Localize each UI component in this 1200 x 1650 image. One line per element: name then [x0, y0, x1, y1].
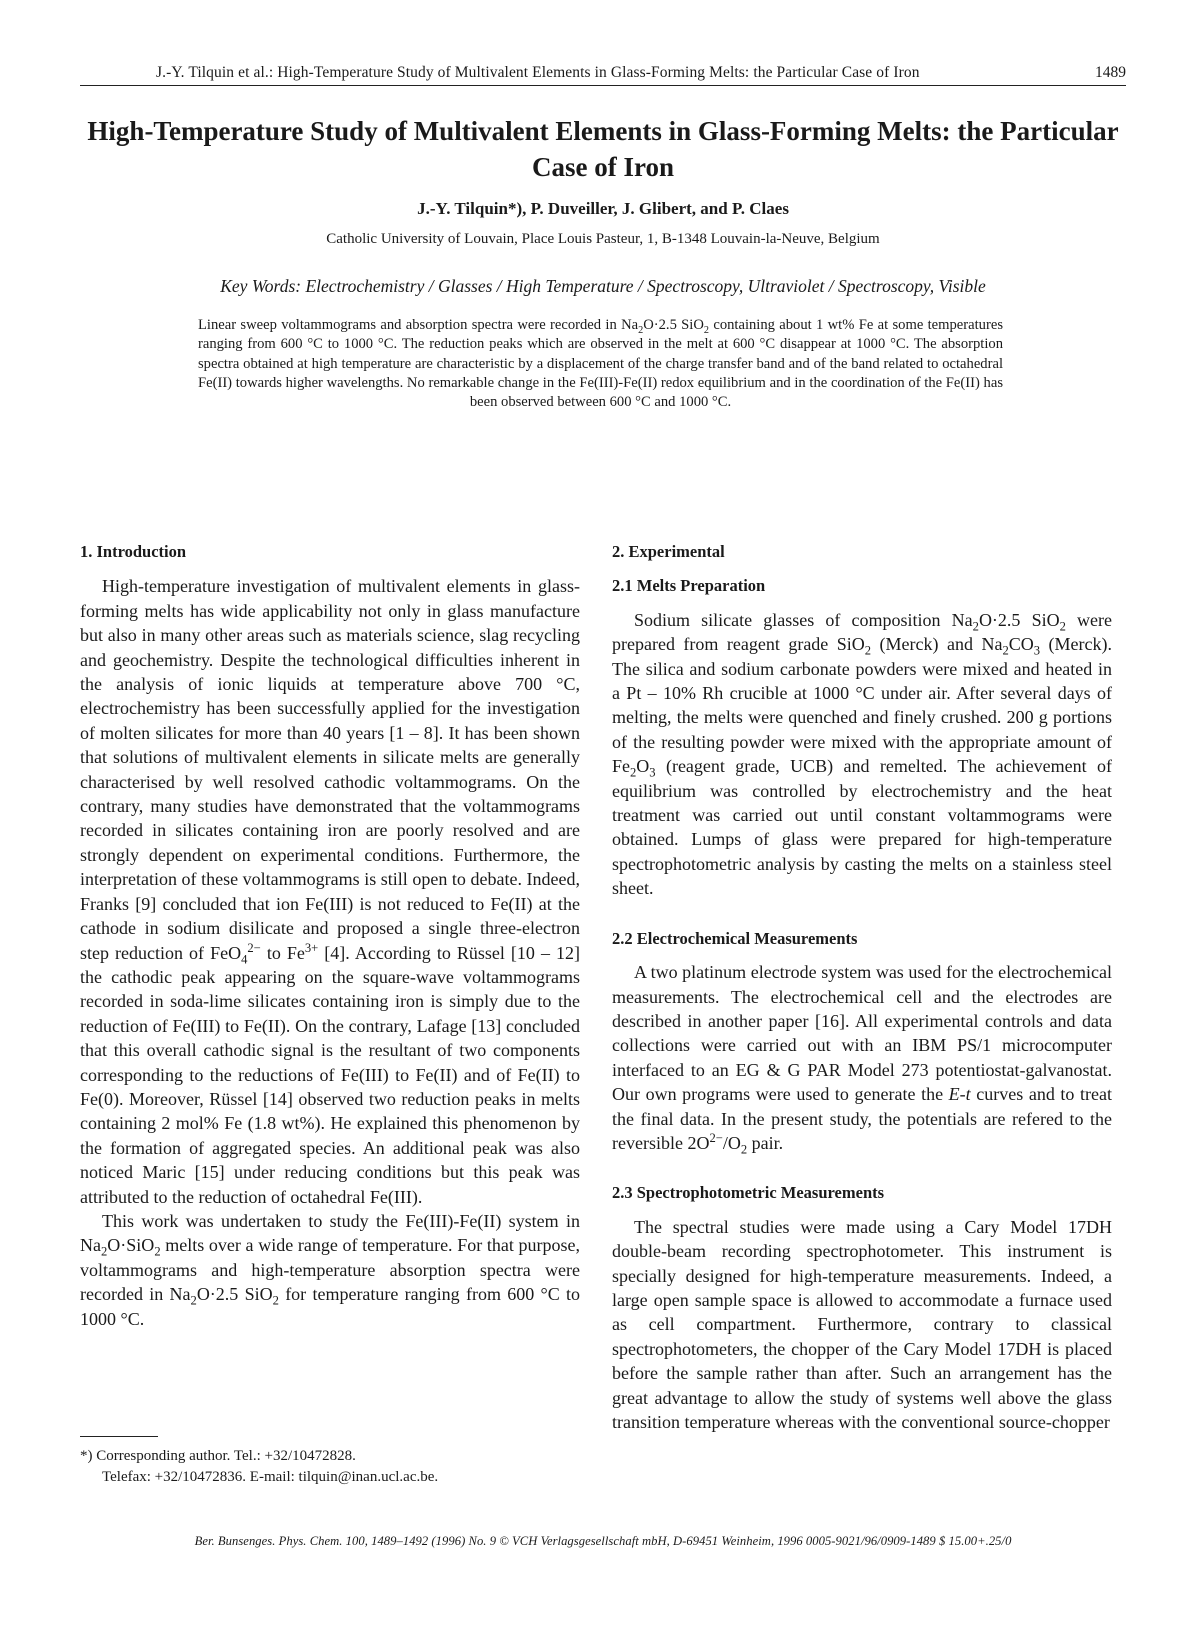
footnote-line-2: Telefax: +32/10472836. E-mail: tilquin@inan.ucl.ac.be. — [102, 1469, 439, 1485]
authors: J.-Y. Tilquin*), P. Duveiller, J. Glibert, and P. Claes — [417, 199, 789, 218]
keywords: Key Words: Electrochemistry / Glasses / High Temperature / Spectroscopy, Ultraviolet / Spectroscopy, Visible — [220, 276, 986, 296]
journal-footer: Ber. Bunsenges. Phys. Chem. 100, 1489–1492 (1996) No. 9 © VCH Verlagsgesellschaft mbH, D-69451 Weinheim, 1996 0005-9021/96/0909-1489 $ 15.00+.25/0 — [194, 1534, 1012, 1548]
footnote — [80, 1446, 438, 1488]
section-heading-experimental: 2. Experimental — [612, 542, 725, 561]
footnote-line-1: *) Corresponding author. Tel.: +32/10472828. — [80, 1448, 356, 1464]
subsection-heading-electrochemical: 2.2 Electrochemical Measurements — [612, 928, 858, 948]
melts-paragraph: Sodium silicate glasses of composition $Na_2O\cdot 2.5$ SiO$_2$ were prepared from reagent grade SiO$_2$ (Merck) and $Na_2CO_3$ (Merck). The silica and sodium carbonate powders were mixed and heated in a Pt – 10% Rh crucible at 1000 °C under air. After several days of melting, the melts were quenched and finely crushed. 200 g portions of the resulting powder were mixed with the appropriate amount of $Fe_2O_3$ (reagent grade, UCB) and remelted. The achievement of equilibrium was controlled by electrochemistry and the heat treatment was carried out until constant voltammograms were obtained. Lumps of glass were prepared for high-temperature spectrophotometric analysis by casting the melts on a stainless steel sheet. — [612, 609, 1112, 899]
right-column — [612, 540, 1112, 1434]
paper-title: High-Temperature Study of Multivalent Elements in Glass-Forming Melts: the Particular Case of Iron — [87, 116, 1119, 182]
page-number: 1489 — [1095, 64, 1126, 81]
electrochemical-paragraph: A two platinum electrode system was used for the electrochemical measurements. The electrochemical cell and the electrodes are described in another paper [16]. All experimental controls and data collections were carried out with an IBM PS/1 microcomputer interfaced to an EG & G PAR Model 273 potentiostat-galvanostat. Our own programs were used to generate the E-t curves and to treat the final data. In the present study, the potentials are refered to the reversible $2O^{2-}/O_2$ pair. — [612, 962, 1112, 1157]
affiliation: Catholic University of Louvain, Place Louis Pasteur, 1, B-1348 Louvain-la-Neuve, Belgium — [326, 231, 880, 247]
left-column — [80, 540, 580, 1331]
abstract: Linear sweep voltammograms and absorption spectra were recorded in $Na_2O\cdot 2.5$ SiO$_2$ containing about 1 wt% Fe at some temperatures ranging from 600 °C to 1000 °C. The reduction peaks which are observed in the melt at 600 °C disappear at 1000 °C. The absorption spectra obtained at high temperature are characteristic by a displacement of the charge transfer band and of the band related to octahedral Fe(II) towards higher wavelengths. No remarkable change in the Fe(III)-Fe(II) redox equilibrium and in the coordination of the Fe(II) has been observed between 600 °C and 1000 °C. — [198, 317, 1003, 411]
subsection-heading-spectrophotometric: 2.3 Spectrophotometric Measurements — [612, 1183, 885, 1203]
footnote-rule — [80, 1436, 158, 1437]
intro-paragraph-2: This work was undertaken to study the Fe(III)-Fe(II) system in $Na_2O\cdot SiO_2$ melts over a wide range of temperature. For that purpose, voltammograms and high-temperature absorption spectra were recorded in $Na_2O\cdot 2.5$ SiO$_2$ for temperature ranging from 600 °C to 1000 °C. — [80, 1210, 580, 1329]
running-head — [80, 64, 1126, 86]
section-heading-introduction: 1. Introduction — [80, 542, 187, 561]
running-title: J.-Y. Tilquin et al.: High-Temperature Study of Multivalent Elements in Glass-Forming Melts: the Particular Case of Iron — [156, 64, 920, 81]
spectrophotometric-paragraph: The spectral studies were made using a Cary Model 17DH double-beam recording spectrophotometer. This instrument is specially designed for high-temperature measurements. Indeed, a large open sample space is allowed to accommodate a furnace used as cell compartment. Furthermore, contrary to classical spectrophotometers, the chopper of the Cary Model 17DH is placed before the sample rather than after. Such an arrangement has the great advantage to allow the study of systems well above the glass transition temperature whereas with the conventional source-chopper — [612, 1216, 1112, 1432]
subsection-heading-melts: 2.1 Melts Preparation — [612, 576, 766, 596]
intro-paragraph-1: High-temperature investigation of multivalent elements in glass-forming melts has wide applicability not only in glass manufacture but also in many other areas such as materials science, slag recycling and geochemistry. Despite the technological difficulties inherent in the analysis of ionic liquids at temperature above 700 °C, electrochemistry has been successfully applied for the investigation of molten silicates for more than 40 years [1 – 8]. It has been shown that solutions of multivalent elements in silicate melts are generally characterised by well resolved cathodic voltammograms. On the contrary, many studies have demonstrated that the voltammograms recorded in silicates containing iron are poorly resolved and are strongly dependent on experimental conditions. Furthermore, the interpretation of these voltammograms is still open to debate. Indeed, Franks [9] concluded that ion Fe(III) is not reduced to Fe(II) at the cathode in sodium disilicate and proposed a single three-electron step reduction of FeO$_4^{2-}$ to $Fe^{3+}$ [4]. According to Rüssel [10 – 12] the cathodic peak appearing on the square-wave voltammograms recorded in soda-lime silicates containing iron is simply due to the reduction of Fe(III) to Fe(II). On the contrary, Lafage [13] concluded that this overall cathodic signal is the resultant of two components corresponding to the reductions of Fe(III) to Fe(II) and of Fe(II) to Fe(0). Moreover, Rüssel [14] observed two reduction peaks in melts containing 2 mol% Fe (1.8 wt%). He explained this phenomenon by the formation of aggregated species. An additional peak was also noticed Maric [15] under reducing conditions but this peak was attributed to the reduction of octahedral Fe(III). — [80, 576, 580, 1207]
